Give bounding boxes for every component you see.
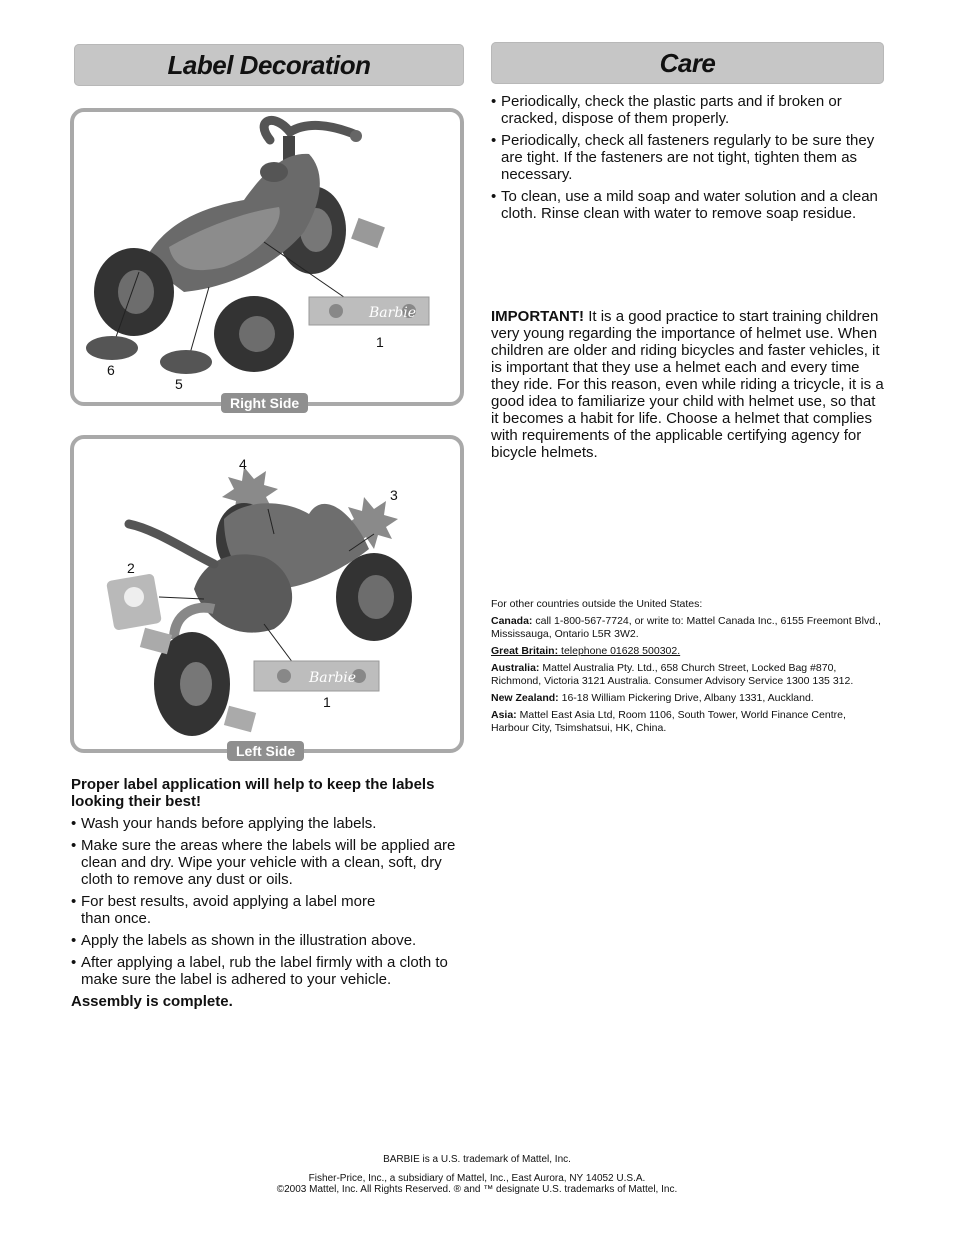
care-bullet: • Periodically, check the plastic parts and if broken or cracked, dispose of them properly. — [491, 93, 871, 127]
asia-label: Asia: — [491, 709, 517, 721]
care-bullet-list — [491, 93, 901, 222]
label-bullet: • After applying a label, rub the label firmly with a cloth to make sure the label is adhered to your vehicle. — [71, 954, 466, 988]
australia-text: Mattel Australia Pty. Ltd., 658 Church Street, Locked Bag #870, Richmond, Victoria 3121 Australia. Consumer Advisory Service 1300 135 312. — [491, 662, 854, 687]
right-callout-1: 1 — [376, 334, 384, 350]
international-contacts — [491, 598, 881, 739]
contact-great-britain — [491, 645, 881, 658]
label-bullet: • Apply the labels as shown in the illustration above. — [71, 932, 466, 949]
contact-canada — [491, 615, 881, 641]
right-side-illustration-panel — [70, 108, 464, 406]
label-bullet: • Make sure the areas where the labels will be applied are clean and dry. Wipe your vehicle with a clean, soft, dry cloth to remove any dust or oils. — [71, 837, 466, 888]
right-callout-5: 5 — [175, 376, 183, 392]
canada-text: call 1-800-567-7724, or write to: Mattel Canada Inc., 6155 Freemont Blvd., Mississauga, Ontario L5R 3W2. — [491, 615, 881, 640]
left-callout-4: 4 — [239, 456, 247, 472]
left-callout-3: 3 — [390, 487, 398, 503]
care-instructions — [491, 93, 901, 227]
australia-label: Australia: — [491, 662, 540, 674]
assembly-complete: Assembly is complete. — [71, 993, 233, 1010]
care-title: Care — [659, 48, 716, 78]
contact-new-zealand — [491, 692, 881, 705]
contact-australia — [491, 662, 881, 688]
care-header — [491, 42, 884, 84]
nz-text: 16-18 William Pickering Drive, Albany 1331, Auckland. — [558, 692, 814, 704]
label-bullet-list — [71, 815, 466, 988]
copyright-notice: ©2003 Mattel, Inc. All Rights Reserved. ® and ™ designate U.S. trademarks of Mattel, Inc. — [276, 1184, 678, 1195]
tricycle-right-side-illustration — [74, 112, 460, 402]
left-callout-1: 1 — [323, 694, 331, 710]
tricycle-left-side-illustration — [74, 439, 460, 749]
trademark-notice: BARBIE is a U.S. trademark of Mattel, Inc. — [383, 1154, 571, 1165]
nz-label: New Zealand: — [491, 692, 559, 704]
canada-label: Canada: — [491, 615, 533, 627]
important-text: It is a good practice to start training children very young regarding the importance of helmet use. When children are older and riding bicycles and faster vehicles, it is important that they use a helmet each and every time they ride. For this reason, even while riding a tricycle, it is a good idea to familiarize your child with helmet use, so that it becomes a habit for life. Choose a helmet that complies with requirements of the applicable certifying agency for bicycle helmets. — [491, 308, 884, 461]
right-side-tag: Right Side — [221, 393, 308, 413]
company-address: Fisher-Price, Inc., a subsidiary of Mattel, Inc., East Aurora, NY 14052 U.S.A. — [308, 1173, 646, 1184]
label-bullet: • For best results, avoid applying a label more than once. — [71, 893, 401, 927]
care-bullet: • Periodically, check all fasteners regularly to be sure they are tight. If the fasteners are not tight, tighten them as necessary. — [491, 132, 896, 183]
label-decoration-header — [74, 44, 464, 86]
left-sticker-brand: Barbie — [309, 670, 357, 686]
right-sticker-brand: Barbie — [369, 305, 417, 321]
contact-asia — [491, 709, 881, 735]
right-callout-6: 6 — [107, 362, 115, 378]
label-bullet: • Wash your hands before applying the labels. — [71, 815, 466, 832]
gb-label: Great Britain: — [491, 645, 559, 657]
left-side-illustration-panel — [70, 435, 464, 753]
care-bullet: • To clean, use a mild soap and water solution and a clean cloth. Rinse clean with water to remove soap residue. — [491, 188, 901, 222]
label-instructions — [71, 776, 466, 1010]
contacts-intro: For other countries outside the United States: — [491, 598, 703, 610]
left-side-tag: Left Side — [227, 741, 304, 761]
left-callout-2: 2 — [127, 560, 135, 576]
label-intro: Proper label application will help to keep the labels looking their best! — [71, 776, 435, 810]
important-label: IMPORTANT! — [491, 308, 585, 325]
gb-text: telephone 01628 500302. — [558, 645, 681, 657]
asia-text: Mattel East Asia Ltd, Room 1106, South Tower, World Finance Centre, Harbour City, Tsimshatsui, HK, China. — [491, 709, 846, 734]
label-decoration-title: Label Decoration — [167, 50, 371, 80]
important-notice — [491, 308, 887, 461]
